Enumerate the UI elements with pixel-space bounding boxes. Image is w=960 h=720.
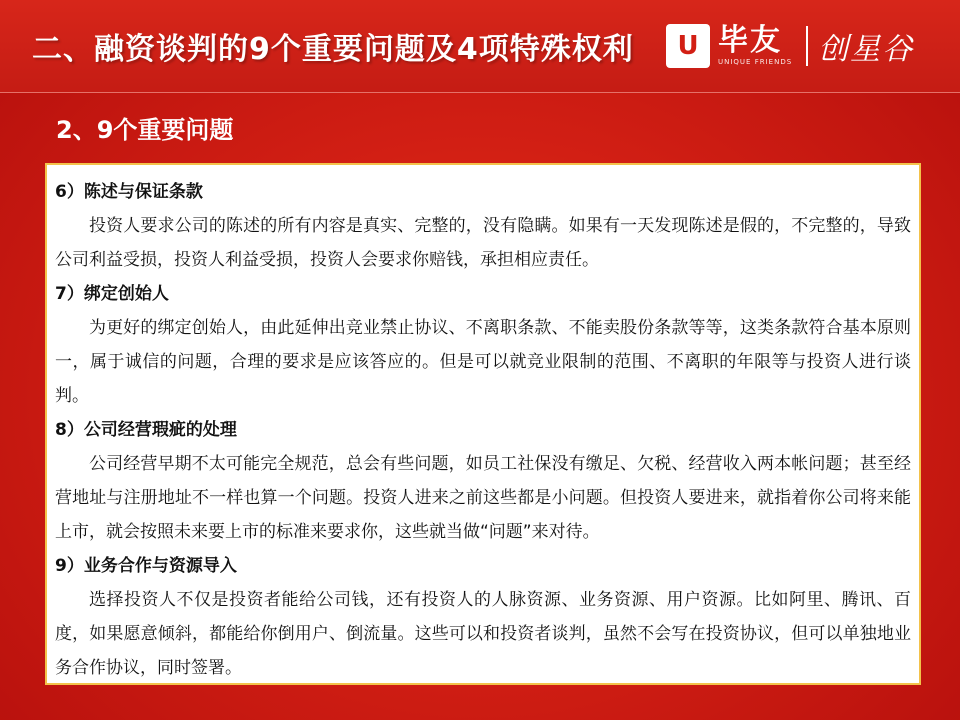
logo-mark-icon: U (666, 24, 710, 68)
item-heading-8: 8）公司经营瑕疵的处理 (55, 420, 237, 440)
logo-tagline: UNIQUE FRIENDS (718, 58, 793, 66)
item-heading-9: 9）业务合作与资源导入 (55, 556, 237, 576)
page-title: 二、融资谈判的9个重要问题及4项特殊权利 (32, 32, 634, 67)
item-body-7: 为更好的绑定创始人，由此延伸出竞业禁止协议、不离职条款、不能卖股份条款等等，这类条款符合基本原则一，属于诚信的问题，合理的要求是应该答应的。但是可以就竞业限制的范围、不离职的年限等与投资人进行谈判。 (55, 318, 911, 406)
logo-name (718, 25, 792, 67)
item-body-9: 选择投资人不仅是投资者能给公司钱，还有投资人的人脉资源、业务资源、用户资源。比如阿里、腾讯、百度，如果愿意倾斜，都能给你倒用户、倒流量。这些可以和投资者谈判，虽然不会写在投资协议，但可以单独地业务合作协议，同时签署。 (55, 590, 911, 678)
logo (666, 24, 946, 68)
logo-divider (806, 26, 808, 66)
logo-name-text: 毕友 (718, 23, 782, 58)
section-title: 2、9个重要问题 (56, 116, 234, 144)
item-heading-7: 7）绑定创始人 (55, 284, 169, 304)
item-heading-6: 6）陈述与保证条款 (55, 182, 203, 202)
content-box (45, 163, 921, 685)
logo-sub-brand: 创星谷 (818, 32, 915, 67)
header-bar (0, 0, 960, 93)
item-body-8: 公司经营早期不太可能完全规范，总会有些问题，如员工社保没有缴足、欠税、经营收入两本帐问题；甚至经营地址与注册地址不一样也算一个问题。投资人进来之前这些都是小问题。但投资人要进来，就指着你公司将来能上市，就会按照未来要上市的标准来要求你，这些就当做“问题”来对待。 (55, 454, 911, 542)
item-body-6: 投资人要求公司的陈述的所有内容是真实、完整的，没有隐瞒。如果有一天发现陈述是假的，不完整的，导致公司利益受损，投资人利益受损，投资人会要求你赔钱，承担相应责任。 (55, 216, 911, 270)
